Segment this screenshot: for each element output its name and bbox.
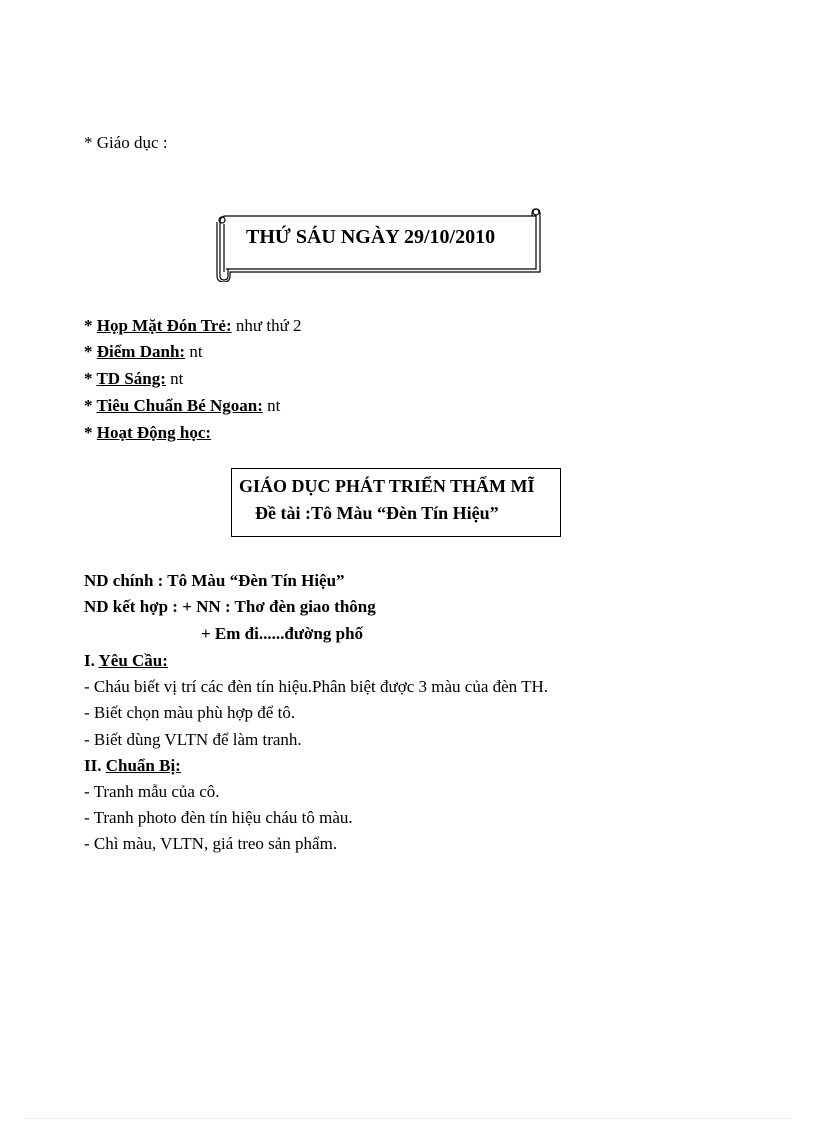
banner-title: THỨ SÁU NGÀY 29/10/2010 [246, 226, 496, 248]
topic-subject: Đề tài :Tô Màu “Đèn Tín Hiệu” [255, 503, 499, 523]
preparation-heading: II. Chuẩn Bị: [84, 756, 181, 775]
schedule-item: * Hoạt Động học: [84, 423, 212, 442]
education-note: * Giáo dục : [84, 133, 168, 152]
schedule-item: * Họp Mặt Đón Trẻ: như thứ 2 [84, 316, 302, 335]
list-item: - Biết chọn màu phù hợp để tô. [84, 703, 296, 722]
combined-content-2: + Em đi......đường phố [201, 624, 364, 643]
list-item: - Tranh photo đèn tín hiệu cháu tô màu. [84, 808, 353, 827]
requirements-heading: I. Yêu Cầu: [84, 651, 168, 670]
list-item: - Cháu biết vị trí các đèn tín hiệu.Phân biệt được 3 màu của đèn TH. [84, 677, 549, 696]
list-item: - Tranh mẫu của cô. [84, 782, 220, 801]
schedule-item: * Tiêu Chuẩn Bé Ngoan: nt [84, 396, 281, 415]
schedule-item: * Điểm Danh: nt [84, 342, 203, 361]
page-bottom-divider [24, 1118, 792, 1119]
schedule-item: * TD Sáng: nt [84, 369, 184, 388]
combined-content: ND kết hợp : + NN : Thơ đèn giao thông [84, 597, 376, 616]
list-item: - Biết dùng VLTN để làm tranh. [84, 730, 302, 749]
main-content: ND chính : Tô Màu “Đèn Tín Hiệu” [84, 571, 345, 590]
list-item: - Chì màu, VLTN, giá treo sản phẩm. [84, 834, 338, 853]
topic-heading: GIÁO DỤC PHÁT TRIỂN THẨM MĨ [239, 476, 535, 496]
